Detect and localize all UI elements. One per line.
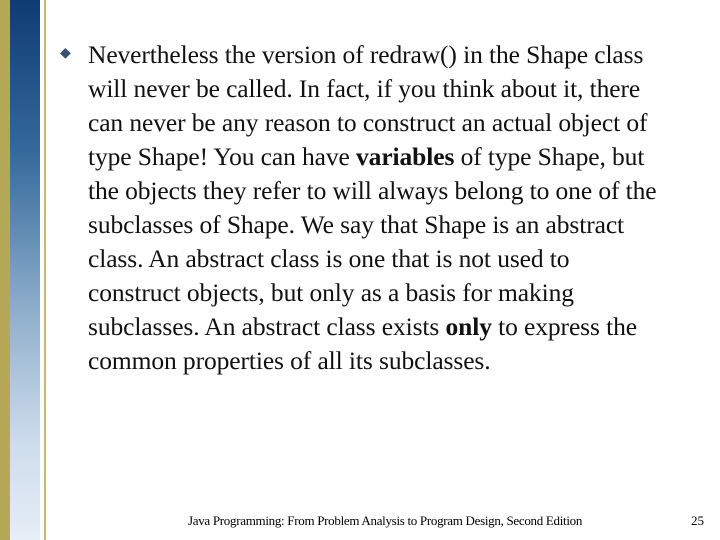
sidebar-olive-stripe xyxy=(0,0,10,540)
paragraph-text-3: to express the common properties of all its subclasses. xyxy=(88,312,637,375)
sidebar-thin-stripe xyxy=(44,0,46,540)
page-number: 25 xyxy=(691,513,704,528)
sidebar-gradient-band xyxy=(10,0,40,540)
footer-caption: Java Programming: From Problem Analysis to Program Design, Second Edition xyxy=(188,513,583,528)
bullet-diamond-icon: ◆ xyxy=(60,46,71,61)
bold-term-variables: variables xyxy=(356,142,455,171)
bullet-item xyxy=(60,38,665,378)
bold-term-only: only xyxy=(445,312,492,341)
bullet-paragraph xyxy=(88,38,665,378)
paragraph-text-2: of type Shape, but the objects they refer to will always belong to one of the subclasses of Shape. We say that Shape is an abstract class. An abstract class is one that is not used to construct objects, but only as a basis for making subclasses. An abstract class exists xyxy=(88,142,657,341)
slide-body xyxy=(60,38,665,378)
paragraph-text-1: Nevertheless the version of redraw() in the Shape class will never be called. In fact, if you think about it, there can never be any reason to construct an actual object of type Shape! You can have xyxy=(88,40,648,171)
